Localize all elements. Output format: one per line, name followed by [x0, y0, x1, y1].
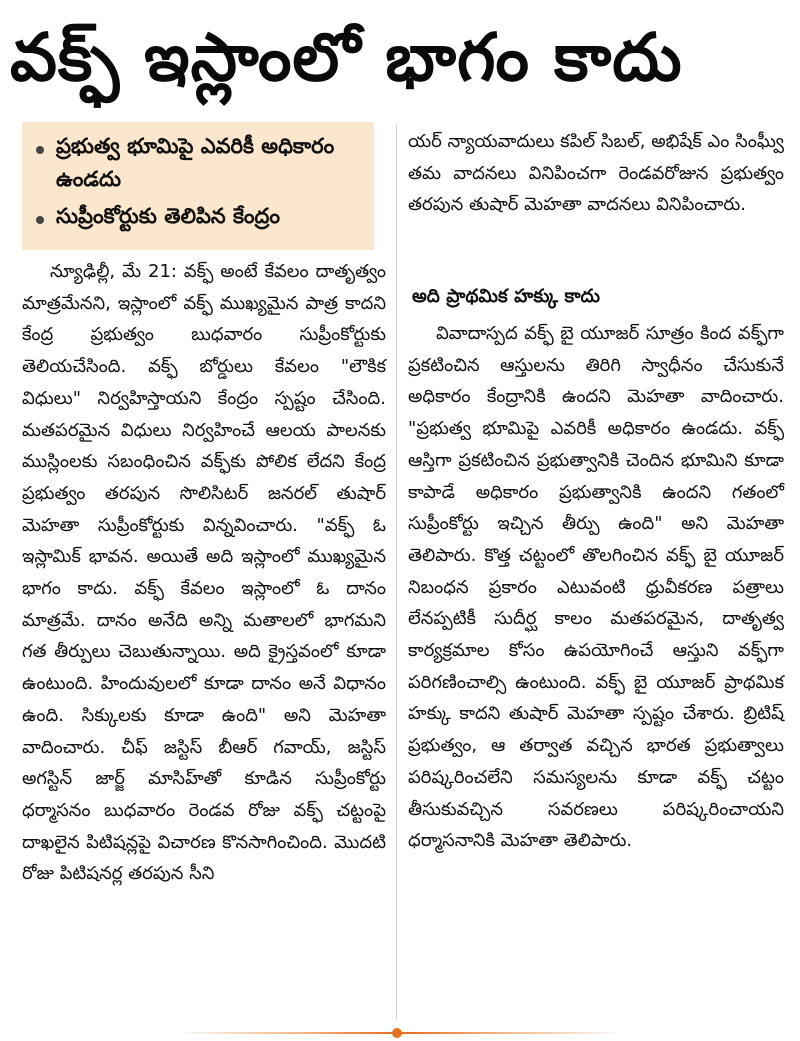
- column-divider: [396, 124, 397, 1019]
- highlight-item: [36, 130, 364, 196]
- footer-ornament: [184, 1028, 616, 1036]
- footer-dot-icon: [392, 1028, 402, 1038]
- highlights-box: [22, 122, 374, 250]
- bullet-icon: [36, 146, 44, 154]
- left-column: [22, 256, 386, 890]
- highlight-item: [36, 200, 364, 233]
- body-paragraph: యర్ న్యాయవాదులు కపిల్ సిబల్, అభిషేక్ ఎం సింఘ్వీ తమ వాదనలు వినిపించగా రెండవరోజున ప్రభుత్వం తరపున తుషార్ మెహతా వాదనలు వినిపించారు.: [408, 131, 784, 216]
- body-paragraph: వివాదాస్పద వక్ఫ్ బై యూజర్ సూత్రం కింద వక్ఫ్‌గా ప్రకటించిన ఆస్తులను తిరిగి స్వాధీనం చేసుకునే అధికారం కేంద్రానికి ఉందని మెహతా వాదించారు. "ప్రభుత్వ భూమిపై ఎవరికీ అధికారం ఉండదు. వక్ఫ్ ఆస్తిగా ప్రకటించిన ప్రభుత్వానికి చెందిన భూమిని కూడా కాపాడే అధికారం ప్రభుత్వానికి ఉందని గతంలో సుప్రీంకోర్టు ఇచ్చిన తీర్పు ఉంది" అని మెహతా తెలిపారు. కొత్త చట్టంలో తొలగించిన వక్ఫ్ బై యూజర్ నిబంధన ప్రకారం ఎటువంటి ధ్రువీకరణ పత్రాలు లేనప్పటికీ సుదీర్ఘ కాలం మతపరమైన, దాతృత్వ కార్యక్రమాల కోసం ఉపయోగించే ఆస్తుని వక్ఫ్‌గా పరిగణించాల్సి ఉంటుంది. వక్ఫ్ బై యూజర్ ప్రాథమిక హక్కు కాదని తుషార్ మెహతా స్పష్టం చేశారు. బ్రిటిష్ ప్రభుత్వం, ఆ తర్వాత వచ్చిన భారత ప్రభుత్వాలు పరిష్కరించలేని సమస్యలను కూడా వక్ఫ్ చట్టం తీసుకువచ్చిన సవరణలు పరిష్కరించాయని ధర్మాసనానికి మెహతా తెలిపారు.: [408, 323, 784, 852]
- body-paragraph: న్యూఢిల్లీ, మే 21: వక్ఫ్ అంటే కేవలం దాతృత్వం మాత్రమేనని, ఇస్లాంలో వక్ఫ్ ముఖ్యమైన పాత్ర కాదని కేంద్ర ప్రభుత్వం బుధవారం సుప్రీంకోర్టుకు తెలియచేసింది. వక్ఫ్ బోర్డులు కేవలం "లౌకిక విధులు" నిర్వహిస్తాయని కేంద్రం స్పష్టం చేసింది. మతపరమైన విధులు నిర్వహించే ఆలయ పాలనకు ముస్లింలకు సబంధించిన వక్ఫ్‌కు పోలిక లేదని కేంద్ర ప్రభుత్వం తరపున సొలిసిటర్ జనరల్ తుషార్ మెహతా సుప్రీంకోర్టుకు విన్నవించారు. "వక్ఫ్ ఓ ఇస్లామిక్ భావన. అయితే అది ఇస్లాంలో ముఖ్యమైన భాగం కాదు. వక్ఫ్ కేవలం ఇస్లాంలో ఓ దానం మాత్రమే. దానం అనేది అన్ని మతాలలో భాగమని గత తీర్పులు చెబుతున్నాయి. అది క్రైస్తవంలో కూడా ఉంటుంది. హిందువులలో కూడా దానం అనే విధానం ఉంది. సిక్కులకు కూడా ఉంది" అని మెహతా వాదించారు. చీఫ్ జస్టిస్ బీఆర్ గవాయ్, జస్టిస్ అగస్టిన్ జార్జ్ మాసిహ్‌తో కూడిన సుప్రీంకోర్టు ధర్మాసనం బుధవారం రెండవ రోజు వక్ఫ్ చట్టంపై దాఖలైన పిటిషన్లపై విచారణ కొనసాగించింది. మొదటి రోజు పిటిషనర్ల తరపున సీని: [22, 261, 386, 885]
- bullet-icon: [36, 216, 44, 224]
- right-column-top: [408, 126, 784, 221]
- headline: వక్ఫ్ ఇస్లాంలో భాగం కాదు: [10, 19, 683, 96]
- highlight-text: ప్రభుత్వ భూమిపై ఎవరికీ అధికారం ఉండదు: [56, 134, 335, 191]
- subheading: అది ప్రాథమిక హక్కు కాదు: [412, 286, 601, 307]
- highlight-text: సుప్రీంకోర్టుకు తెలిపిన కేంద్రం: [56, 204, 281, 228]
- right-column-bottom: [408, 318, 784, 857]
